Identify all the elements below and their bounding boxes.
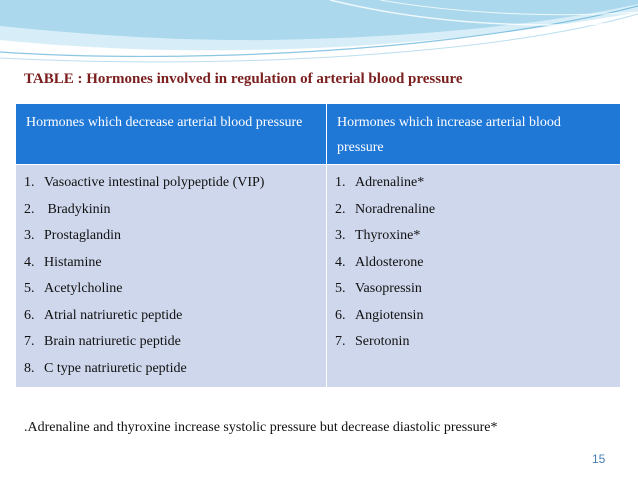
- item-number: 2.: [335, 201, 346, 217]
- item-number: 4.: [335, 254, 346, 270]
- item-text: Thyroxine*: [355, 228, 421, 243]
- item-text: Atrial natriuretic peptide: [44, 307, 183, 323]
- footnote: .Adrenaline and thyroxine increase systolic pressure but decrease diastolic pressure*: [24, 420, 498, 435]
- list-item: [335, 329, 616, 356]
- slide-title: TABLE : Hormones involved in regulation of arterial blood pressure: [24, 71, 463, 87]
- list-item: [24, 356, 322, 383]
- item-text: Vasopressin: [355, 281, 422, 296]
- list-item: [335, 276, 616, 303]
- item-text: Acetylcholine: [44, 281, 123, 296]
- item-text: Brain natriuretic peptide: [44, 334, 181, 349]
- item-text: Angiotensin: [355, 307, 424, 323]
- item-number: 6.: [24, 307, 35, 323]
- list-item: [335, 223, 616, 250]
- item-text: Aldosterone: [355, 254, 424, 270]
- list-item: [335, 197, 616, 224]
- item-number: 5.: [335, 281, 346, 296]
- table-header-row: [16, 104, 620, 165]
- header-increase: Hormones which increase arterial blood pressure: [327, 104, 621, 165]
- decrease-cell: [16, 165, 327, 388]
- item-text: C type natriuretic peptide: [44, 360, 187, 376]
- hormones-table: [16, 104, 620, 387]
- item-number: 2.: [24, 201, 35, 217]
- item-text: Histamine: [44, 254, 102, 270]
- list-item: [335, 250, 616, 277]
- item-text: Serotonin: [355, 334, 410, 349]
- item-number: 7.: [24, 334, 35, 349]
- decrease-list: [24, 170, 322, 382]
- header-decrease: Hormones which decrease arterial blood pressure: [16, 104, 327, 165]
- list-item: [24, 223, 322, 250]
- item-number: 6.: [335, 307, 346, 323]
- item-number: 8.: [24, 360, 35, 376]
- item-text: Prostaglandin: [44, 228, 121, 243]
- table-row: [16, 165, 620, 388]
- item-number: 3.: [335, 228, 346, 243]
- increase-list: [335, 170, 616, 356]
- item-number: 1.: [335, 175, 346, 190]
- list-item: [24, 170, 322, 197]
- list-item: [335, 303, 616, 330]
- item-text: Vasoactive intestinal polypeptide (VIP): [44, 175, 265, 190]
- list-item: [24, 276, 322, 303]
- page-number: 15: [592, 452, 606, 466]
- list-item: [335, 170, 616, 197]
- list-item: [24, 329, 322, 356]
- list-item: [24, 250, 322, 277]
- item-text: Adrenaline*: [355, 175, 425, 190]
- item-number: 5.: [24, 281, 35, 296]
- increase-cell: [327, 165, 621, 388]
- item-number: 3.: [24, 228, 35, 243]
- list-item: [24, 197, 322, 224]
- item-number: 1.: [24, 175, 35, 190]
- header-wave-decoration: [0, 0, 638, 70]
- item-number: 7.: [335, 334, 346, 349]
- item-text: Bradykinin: [44, 201, 111, 217]
- item-number: 4.: [24, 254, 35, 270]
- list-item: [24, 303, 322, 330]
- item-text: Noradrenaline: [355, 201, 436, 217]
